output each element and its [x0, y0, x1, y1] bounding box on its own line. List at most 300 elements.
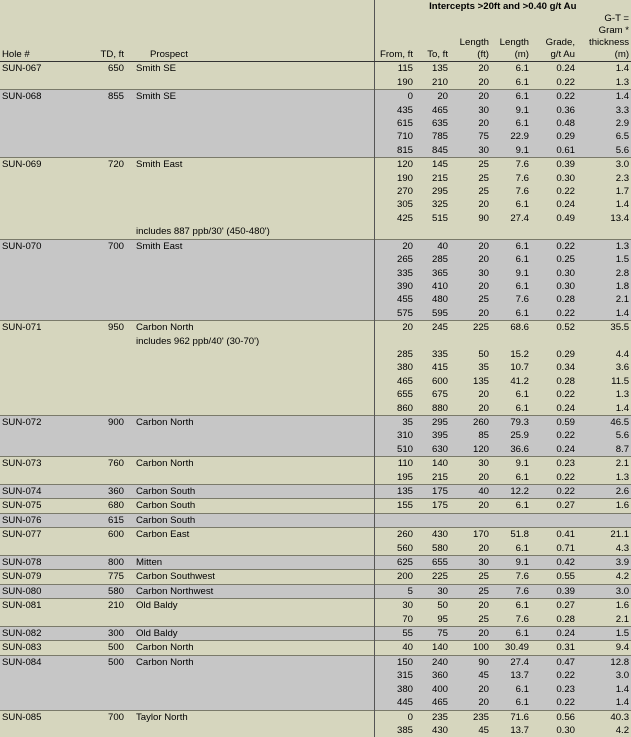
table-row — [0, 528, 631, 542]
table-row — [0, 375, 631, 388]
table-row — [0, 172, 631, 185]
hole-id-cell: SUN-073 — [0, 457, 88, 471]
gt-cell — [577, 225, 631, 239]
hole-id-cell — [0, 144, 88, 158]
table-row — [0, 361, 631, 374]
td-cell: 500 — [88, 655, 126, 669]
table-row — [0, 402, 631, 416]
prospect-cell: Carbon South — [126, 499, 374, 513]
hole-id-cell — [0, 388, 88, 401]
to-cell: 95 — [415, 613, 450, 627]
col-length-m-header: Length (m) — [491, 13, 531, 62]
length-ft-cell: 20 — [450, 499, 491, 513]
table-row — [0, 321, 631, 335]
table-row — [0, 471, 631, 485]
length-ft-cell: 75 — [450, 130, 491, 143]
table-row — [0, 584, 631, 598]
to-cell: 400 — [415, 683, 450, 696]
grade-cell: 0.22 — [531, 471, 577, 485]
td-cell — [88, 104, 126, 117]
table-row — [0, 724, 631, 737]
table-row — [0, 415, 631, 429]
td-cell: 900 — [88, 415, 126, 429]
hole-id-cell: SUN-080 — [0, 584, 88, 598]
table-row — [0, 683, 631, 696]
gt-cell: 1.4 — [577, 90, 631, 104]
col-from-header: From, ft — [374, 13, 415, 62]
grade-cell: 0.28 — [531, 293, 577, 306]
td-cell: 500 — [88, 641, 126, 655]
from-cell: 120 — [374, 158, 415, 172]
td-cell: 580 — [88, 584, 126, 598]
table-row — [0, 104, 631, 117]
gt-cell: 12.8 — [577, 655, 631, 669]
hole-id-cell: SUN-074 — [0, 485, 88, 499]
hole-id-cell: SUN-084 — [0, 655, 88, 669]
col-prospect-header: Prospect — [126, 13, 374, 62]
gt-cell: 3.9 — [577, 556, 631, 570]
td-cell: 615 — [88, 513, 126, 527]
length-m-cell: 6.1 — [491, 307, 531, 321]
to-cell: 245 — [415, 321, 450, 335]
to-cell — [415, 335, 450, 348]
length-m-cell: 27.4 — [491, 212, 531, 225]
prospect-cell — [126, 104, 374, 117]
length-ft-cell: 170 — [450, 528, 491, 542]
table-row — [0, 696, 631, 710]
hole-id-cell: SUN-072 — [0, 415, 88, 429]
length-m-cell: 10.7 — [491, 361, 531, 374]
length-m-cell: 6.1 — [491, 471, 531, 485]
gt-cell: 3.3 — [577, 104, 631, 117]
table-row — [0, 655, 631, 669]
gt-cell: 2.1 — [577, 457, 631, 471]
length-ft-cell: 20 — [450, 117, 491, 130]
td-cell — [88, 348, 126, 361]
gt-cell: 4.2 — [577, 570, 631, 584]
length-ft-cell: 20 — [450, 280, 491, 293]
to-cell: 140 — [415, 641, 450, 655]
hole-id-cell — [0, 172, 88, 185]
to-cell: 465 — [415, 696, 450, 710]
from-cell: 575 — [374, 307, 415, 321]
gt-cell: 1.8 — [577, 280, 631, 293]
gt-cell — [577, 513, 631, 527]
grade-cell: 0.22 — [531, 90, 577, 104]
from-cell: 425 — [374, 212, 415, 225]
to-cell: 635 — [415, 117, 450, 130]
from-cell: 135 — [374, 485, 415, 499]
prospect-cell — [126, 375, 374, 388]
td-cell — [88, 429, 126, 442]
td-cell: 775 — [88, 570, 126, 584]
grade-cell: 0.22 — [531, 696, 577, 710]
from-cell: 0 — [374, 710, 415, 724]
table-row — [0, 198, 631, 211]
table-row — [0, 76, 631, 90]
table-row — [0, 144, 631, 158]
length-m-cell: 71.6 — [491, 710, 531, 724]
length-ft-cell: 20 — [450, 542, 491, 556]
grade-cell: 0.22 — [531, 307, 577, 321]
length-m-cell: 6.1 — [491, 599, 531, 613]
length-ft-cell: 120 — [450, 443, 491, 457]
length-m-cell: 6.1 — [491, 198, 531, 211]
length-m-cell: 6.1 — [491, 499, 531, 513]
grade-cell: 0.55 — [531, 570, 577, 584]
prospect-cell — [126, 443, 374, 457]
gt-cell: 5.6 — [577, 144, 631, 158]
table-row — [0, 669, 631, 682]
td-cell — [88, 117, 126, 130]
hole-id-cell — [0, 696, 88, 710]
td-cell — [88, 402, 126, 416]
length-ft-cell: 50 — [450, 348, 491, 361]
table-row — [0, 293, 631, 306]
to-cell: 75 — [415, 627, 450, 641]
length-ft-cell: 30 — [450, 104, 491, 117]
length-ft-cell — [450, 225, 491, 239]
td-cell: 800 — [88, 556, 126, 570]
prospect-cell — [126, 471, 374, 485]
to-cell: 40 — [415, 239, 450, 253]
table-row — [0, 443, 631, 457]
to-cell: 415 — [415, 361, 450, 374]
grade-cell: 0.39 — [531, 158, 577, 172]
length-ft-cell: 20 — [450, 198, 491, 211]
gt-cell: 1.4 — [577, 198, 631, 211]
length-m-cell: 6.1 — [491, 253, 531, 266]
td-cell — [88, 76, 126, 90]
prospect-cell: Carbon North — [126, 457, 374, 471]
grade-cell: 0.23 — [531, 683, 577, 696]
hole-id-cell — [0, 225, 88, 239]
td-cell: 855 — [88, 90, 126, 104]
gt-cell: 40.3 — [577, 710, 631, 724]
length-m-cell: 7.6 — [491, 293, 531, 306]
from-cell: 270 — [374, 185, 415, 198]
hole-id-cell — [0, 293, 88, 306]
length-ft-cell: 35 — [450, 361, 491, 374]
length-m-cell: 30.49 — [491, 641, 531, 655]
length-m-cell: 51.8 — [491, 528, 531, 542]
td-cell — [88, 388, 126, 401]
grade-cell: 0.27 — [531, 599, 577, 613]
from-cell: 390 — [374, 280, 415, 293]
td-cell — [88, 198, 126, 211]
length-m-cell: 6.1 — [491, 683, 531, 696]
from-cell: 380 — [374, 361, 415, 374]
length-ft-cell: 45 — [450, 724, 491, 737]
prospect-cell — [126, 172, 374, 185]
grade-cell: 0.71 — [531, 542, 577, 556]
prospect-cell: Carbon East — [126, 528, 374, 542]
length-m-cell: 7.6 — [491, 185, 531, 198]
td-cell: 300 — [88, 627, 126, 641]
gt-cell: 2.8 — [577, 267, 631, 280]
length-m-cell: 6.1 — [491, 90, 531, 104]
hole-id-cell — [0, 375, 88, 388]
from-cell: 455 — [374, 293, 415, 306]
length-ft-cell: 135 — [450, 375, 491, 388]
prospect-cell: Carbon North — [126, 415, 374, 429]
prospect-cell — [126, 253, 374, 266]
to-cell: 430 — [415, 528, 450, 542]
to-cell: 675 — [415, 388, 450, 401]
gt-cell: 1.3 — [577, 388, 631, 401]
length-ft-cell: 25 — [450, 172, 491, 185]
length-ft-cell: 20 — [450, 388, 491, 401]
table-row — [0, 457, 631, 471]
prospect-cell — [126, 361, 374, 374]
hole-id-cell — [0, 198, 88, 211]
length-ft-cell: 100 — [450, 641, 491, 655]
hole-id-cell — [0, 361, 88, 374]
gt-cell: 2.1 — [577, 613, 631, 627]
prospect-cell: Carbon South — [126, 513, 374, 527]
prospect-cell: Old Baldy — [126, 599, 374, 613]
table-row — [0, 429, 631, 442]
to-cell: 600 — [415, 375, 450, 388]
to-cell — [415, 513, 450, 527]
hole-id-cell — [0, 348, 88, 361]
to-cell: 210 — [415, 76, 450, 90]
table-row — [0, 710, 631, 724]
from-cell: 625 — [374, 556, 415, 570]
table-row — [0, 90, 631, 104]
length-m-cell — [491, 225, 531, 239]
hole-id-cell: SUN-076 — [0, 513, 88, 527]
to-cell: 30 — [415, 584, 450, 598]
grade-cell — [531, 513, 577, 527]
grade-cell: 0.22 — [531, 76, 577, 90]
grade-cell: 0.56 — [531, 710, 577, 724]
from-cell: 445 — [374, 696, 415, 710]
length-ft-cell: 85 — [450, 429, 491, 442]
prospect-cell — [126, 613, 374, 627]
gt-cell: 2.1 — [577, 293, 631, 306]
table-row — [0, 212, 631, 225]
length-m-cell: 9.1 — [491, 267, 531, 280]
from-cell: 815 — [374, 144, 415, 158]
prospect-cell — [126, 724, 374, 737]
from-cell: 315 — [374, 669, 415, 682]
length-ft-cell: 25 — [450, 613, 491, 627]
to-cell: 410 — [415, 280, 450, 293]
gt-cell: 1.3 — [577, 76, 631, 90]
from-cell: 710 — [374, 130, 415, 143]
prospect-cell: Smith SE — [126, 62, 374, 76]
from-cell: 150 — [374, 655, 415, 669]
from-cell — [374, 225, 415, 239]
hole-id-cell — [0, 130, 88, 143]
td-cell — [88, 293, 126, 306]
grade-cell: 0.22 — [531, 485, 577, 499]
td-cell: 950 — [88, 321, 126, 335]
intercepts-title: Intercepts >20ft and >0.40 g/t Au — [374, 0, 631, 13]
to-cell: 215 — [415, 471, 450, 485]
length-m-cell: 6.1 — [491, 76, 531, 90]
table-row — [0, 239, 631, 253]
hole-id-cell: SUN-069 — [0, 158, 88, 172]
prospect-cell — [126, 130, 374, 143]
td-cell — [88, 225, 126, 239]
from-cell: 35 — [374, 415, 415, 429]
length-ft-cell: 20 — [450, 471, 491, 485]
hole-id-cell — [0, 335, 88, 348]
to-cell: 335 — [415, 348, 450, 361]
grade-cell: 0.47 — [531, 655, 577, 669]
length-m-cell: 6.1 — [491, 542, 531, 556]
to-cell: 630 — [415, 443, 450, 457]
hole-id-cell — [0, 429, 88, 442]
td-cell — [88, 144, 126, 158]
length-ft-cell: 45 — [450, 669, 491, 682]
prospect-cell — [126, 76, 374, 90]
table-row — [0, 388, 631, 401]
from-cell: 310 — [374, 429, 415, 442]
table-row — [0, 225, 631, 239]
prospect-cell: Smith SE — [126, 90, 374, 104]
gt-cell: 21.1 — [577, 528, 631, 542]
length-ft-cell — [450, 513, 491, 527]
prospect-cell: Smith East — [126, 239, 374, 253]
from-cell: 190 — [374, 76, 415, 90]
td-cell — [88, 724, 126, 737]
from-cell: 335 — [374, 267, 415, 280]
note-cell: includes 887 ppb/30' (450-480') — [126, 225, 374, 239]
table-row — [0, 641, 631, 655]
length-ft-cell: 235 — [450, 710, 491, 724]
prospect-cell: Carbon Northwest — [126, 584, 374, 598]
hole-id-cell — [0, 683, 88, 696]
gt-cell: 3.6 — [577, 361, 631, 374]
to-cell: 295 — [415, 415, 450, 429]
gt-cell: 13.4 — [577, 212, 631, 225]
table-row — [0, 267, 631, 280]
length-m-cell: 15.2 — [491, 348, 531, 361]
grade-cell: 0.42 — [531, 556, 577, 570]
length-ft-cell: 25 — [450, 570, 491, 584]
gt-cell: 46.5 — [577, 415, 631, 429]
grade-cell: 0.36 — [531, 104, 577, 117]
length-ft-cell: 260 — [450, 415, 491, 429]
grade-cell: 0.30 — [531, 724, 577, 737]
hole-id-cell: SUN-068 — [0, 90, 88, 104]
table-row — [0, 62, 631, 76]
from-cell: 380 — [374, 683, 415, 696]
td-cell — [88, 375, 126, 388]
td-cell — [88, 471, 126, 485]
gt-cell: 1.4 — [577, 402, 631, 416]
length-m-cell: 6.1 — [491, 402, 531, 416]
length-m-cell: 13.7 — [491, 669, 531, 682]
length-ft-cell: 20 — [450, 696, 491, 710]
table-row — [0, 335, 631, 348]
from-cell: 115 — [374, 62, 415, 76]
gt-cell: 1.4 — [577, 62, 631, 76]
length-m-cell: 7.6 — [491, 584, 531, 598]
table-row — [0, 599, 631, 613]
table-row — [0, 307, 631, 321]
col-gt-header: G-T = Gram * thickness (m) — [577, 13, 631, 62]
prospect-cell — [126, 348, 374, 361]
grade-cell: 0.28 — [531, 613, 577, 627]
prospect-cell — [126, 683, 374, 696]
gt-cell: 1.7 — [577, 185, 631, 198]
td-cell — [88, 361, 126, 374]
hole-id-cell — [0, 471, 88, 485]
table-row — [0, 570, 631, 584]
td-cell — [88, 696, 126, 710]
prospect-cell: Carbon Southwest — [126, 570, 374, 584]
length-ft-cell: 20 — [450, 627, 491, 641]
grade-cell: 0.23 — [531, 457, 577, 471]
to-cell: 465 — [415, 104, 450, 117]
table-row — [0, 513, 631, 527]
hole-id-cell: SUN-071 — [0, 321, 88, 335]
to-cell: 880 — [415, 402, 450, 416]
length-m-cell: 22.9 — [491, 130, 531, 143]
grade-cell: 0.39 — [531, 584, 577, 598]
table-header — [0, 0, 631, 62]
to-cell: 235 — [415, 710, 450, 724]
grade-cell: 0.22 — [531, 239, 577, 253]
to-cell: 50 — [415, 599, 450, 613]
to-cell: 135 — [415, 62, 450, 76]
to-cell: 595 — [415, 307, 450, 321]
prospect-cell — [126, 212, 374, 225]
hole-id-cell — [0, 669, 88, 682]
grade-cell: 0.24 — [531, 198, 577, 211]
to-cell: 215 — [415, 172, 450, 185]
length-ft-cell: 40 — [450, 485, 491, 499]
hole-id-cell — [0, 402, 88, 416]
td-cell — [88, 185, 126, 198]
to-cell: 845 — [415, 144, 450, 158]
gt-cell: 4.3 — [577, 542, 631, 556]
prospect-cell: Carbon North — [126, 655, 374, 669]
grade-cell: 0.22 — [531, 429, 577, 442]
grade-cell: 0.31 — [531, 641, 577, 655]
from-cell: 190 — [374, 172, 415, 185]
to-cell: 430 — [415, 724, 450, 737]
from-cell: 200 — [374, 570, 415, 584]
gt-cell: 1.6 — [577, 499, 631, 513]
table-row — [0, 130, 631, 143]
gt-cell: 4.4 — [577, 348, 631, 361]
td-cell: 650 — [88, 62, 126, 76]
td-cell — [88, 613, 126, 627]
gt-cell: 1.6 — [577, 599, 631, 613]
hole-id-cell: SUN-085 — [0, 710, 88, 724]
td-cell: 720 — [88, 158, 126, 172]
td-cell: 360 — [88, 485, 126, 499]
grade-cell: 0.34 — [531, 361, 577, 374]
td-cell — [88, 212, 126, 225]
from-cell: 385 — [374, 724, 415, 737]
from-cell: 560 — [374, 542, 415, 556]
td-cell — [88, 130, 126, 143]
grade-cell: 0.41 — [531, 528, 577, 542]
to-cell: 785 — [415, 130, 450, 143]
prospect-cell — [126, 280, 374, 293]
from-cell: 510 — [374, 443, 415, 457]
grade-cell: 0.22 — [531, 185, 577, 198]
length-ft-cell: 25 — [450, 584, 491, 598]
to-cell: 175 — [415, 485, 450, 499]
length-m-cell: 6.1 — [491, 696, 531, 710]
